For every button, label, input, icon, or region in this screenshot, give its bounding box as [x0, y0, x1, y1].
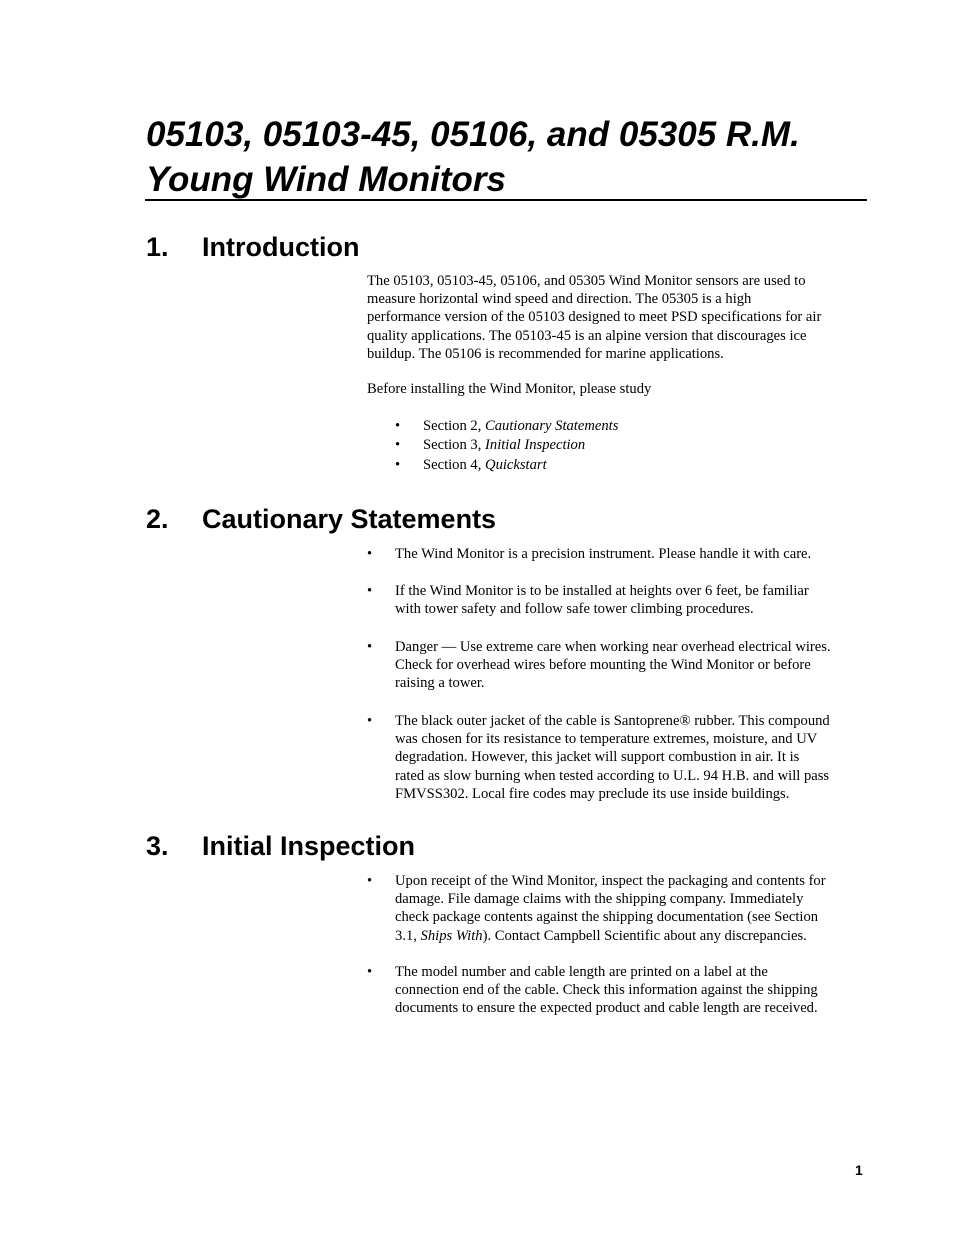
bullet: • — [367, 546, 373, 562]
page-number: 1 — [855, 1162, 863, 1178]
document-title — [146, 112, 866, 202]
section-heading-cautionary — [146, 503, 496, 535]
text-line: buildup. The 05106 is recommended for marine applications. — [367, 345, 724, 362]
text-line: FMVSS302. Local fire codes may preclude its use inside buildings. — [395, 785, 790, 802]
text-line: check package contents against the shipping documentation (see Section — [395, 909, 819, 926]
caution-bullet-3 — [367, 638, 867, 693]
list-item — [395, 436, 618, 455]
text-line: rated as slow burning when tested according to U.L. 94 H.B. and will pass — [395, 767, 830, 784]
text-line: performance version of the 05103 designed to meet PSD specifications for air — [367, 309, 822, 326]
text-line: Upon receipt of the Wind Monitor, inspect the packaging and contents for — [395, 873, 826, 889]
text-line: was chosen for its resistance to temperature extremes, moisture, and UV — [395, 731, 818, 748]
text-line: The black outer jacket of the cable is Santoprene® rubber. This compound — [395, 713, 830, 729]
text-line: The 05103, 05103-45, 05106, and 05305 Wind Monitor sensors are used to — [367, 273, 806, 289]
intro-list — [395, 417, 618, 475]
caution-bullet-4 — [367, 712, 867, 803]
intro-paragraph — [367, 272, 867, 363]
bullet: • — [367, 713, 373, 729]
title-rule — [145, 199, 867, 201]
section-title: Initial Inspection — [202, 831, 416, 861]
section-number: 2. — [146, 504, 169, 534]
inspection-bullet-1 — [367, 872, 867, 945]
section-heading-inspection — [146, 830, 415, 862]
title-line-1: 05103, 05103-45, 05106, and 05305 R.M. — [146, 115, 800, 154]
bullet: • — [395, 418, 401, 434]
inspection-bullet-2 — [367, 963, 867, 1018]
section-heading-introduction — [146, 231, 359, 263]
text-line: measure horizontal wind speed and direction. The 05305 is a high — [367, 291, 752, 308]
bullet: • — [367, 873, 373, 889]
text-fragment: ). Contact Campbell Scientific about any discrepancies. — [482, 927, 807, 944]
bullet: • — [395, 456, 401, 473]
text-line: The model number and cable length are printed on a label at the — [395, 964, 768, 980]
bullet: • — [367, 639, 373, 655]
text-line: degradation. However, this jacket will support combustion in air. It is — [395, 749, 800, 766]
text-line: connection end of the cable. Check this information against the shipping — [395, 982, 818, 999]
text-line: quality applications. The 05103-45 is an alpine version that discourages ice — [367, 327, 807, 344]
list-item-prefix: Section 2, — [423, 418, 486, 434]
intro-paragraph-2: Before installing the Wind Monitor, please study — [367, 381, 652, 397]
section-link-ships-with[interactable]: Ships With — [420, 927, 483, 944]
text-fragment: 3.1, — [395, 927, 421, 944]
title-line-2: Young Wind Monitors — [146, 160, 506, 199]
list-item — [395, 417, 618, 436]
section-title: Cautionary Statements — [202, 504, 497, 534]
text-line: If the Wind Monitor is to be installed at heights over 6 feet, be familiar — [395, 583, 809, 599]
text-line: Danger — Use extreme care when working near overhead electrical wires. — [395, 639, 831, 655]
caution-bullet-1 — [367, 545, 867, 563]
text-line: damage. File damage claims with the shipping company. Immediately — [395, 891, 804, 908]
text-line: with tower safety and follow safe tower climbing procedures. — [395, 601, 754, 618]
text-line — [395, 927, 867, 945]
list-item-prefix: Section 3, — [423, 437, 486, 454]
list-item-prefix: Section 4, — [423, 456, 486, 473]
section-link-cautionary[interactable]: Cautionary Statements — [485, 418, 619, 434]
bullet: • — [395, 437, 401, 454]
text-line: documents to ensure the expected product and cable length are received. — [395, 1000, 818, 1017]
section-number: 1. — [146, 232, 169, 262]
section-link-inspection[interactable]: Initial Inspection — [485, 437, 586, 454]
text-line: Check for overhead wires before mounting the Wind Monitor or before — [395, 657, 811, 674]
text-line: raising a tower. — [395, 675, 485, 692]
list-item — [395, 456, 618, 475]
text-line: The Wind Monitor is a precision instrument. Please handle it with care. — [395, 546, 812, 562]
caution-bullet-2 — [367, 582, 867, 618]
section-number: 3. — [146, 831, 169, 861]
bullet: • — [367, 583, 373, 599]
section-title: Introduction — [202, 232, 360, 262]
bullet: • — [367, 964, 373, 980]
section-link-quickstart[interactable]: Quickstart — [485, 456, 547, 473]
